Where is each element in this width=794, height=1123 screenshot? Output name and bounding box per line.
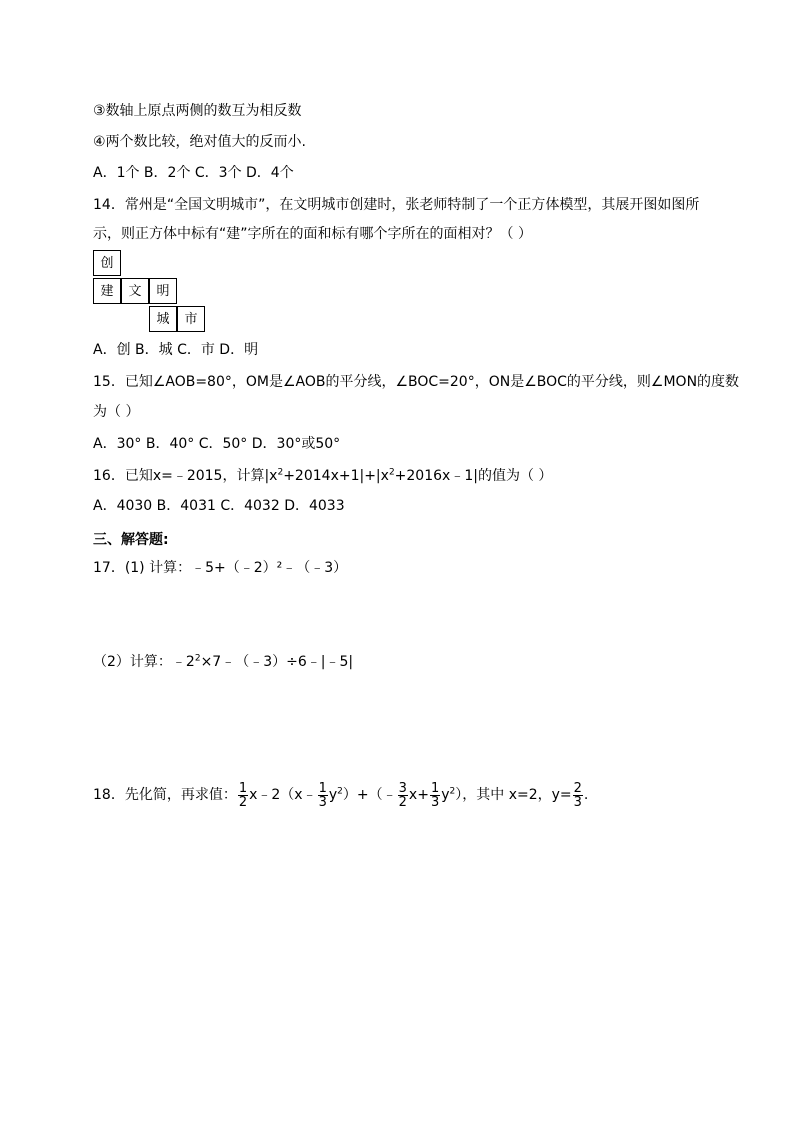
q18-t2: y <box>328 787 338 803</box>
fraction-1-2 <box>238 782 248 809</box>
statement-3: ③数轴上原点两侧的数互为相反数 <box>93 103 302 119</box>
q15-text-line2: 为（ ） <box>93 404 140 420</box>
q13-options: A．1个 B．2个 C．3个 D．4个 <box>93 165 294 181</box>
statement-4: ④两个数比较，绝对值大的反而小. <box>93 134 307 150</box>
frac-den: 3 <box>430 794 440 810</box>
q15-options: A．30° B．40° C．50° D．30°或50° <box>93 436 341 452</box>
net-cell-jian: 建 <box>93 278 121 304</box>
net-cell-ming: 明 <box>149 278 177 304</box>
fraction-1-3b <box>430 782 440 809</box>
frac-num: 2 <box>573 780 582 796</box>
q18-t5: y <box>441 787 450 803</box>
q18-t1: x﹣2（x﹣ <box>249 787 317 803</box>
frac-num: 1 <box>238 780 248 796</box>
q16-sq-b: 2 <box>388 467 395 478</box>
q18-text <box>93 780 588 810</box>
q16-pre: 16．已知x=﹣2015，计算|x <box>93 468 278 484</box>
q16-options: A．4030 B．4031 C．4032 D．4033 <box>93 498 345 514</box>
frac-den: 3 <box>318 794 327 810</box>
q17-2-post: ×7﹣（﹣3）÷6﹣|﹣5| <box>200 654 354 670</box>
frac-den: 3 <box>573 794 582 810</box>
q16-sq-a: 2 <box>277 467 284 478</box>
q18-end: . <box>583 787 589 803</box>
net-cell-shi: 市 <box>177 306 205 332</box>
q16-post: +2016x﹣1|的值为（ ） <box>394 468 553 484</box>
q17-part2 <box>93 652 353 672</box>
q14-text-line1: 14．常州是“全国文明城市”，在文明城市创建时，张老师特制了一个正方体模型，其展开图如图所 <box>93 197 700 213</box>
q18-t6: ），其中 x=2，y= <box>455 787 572 803</box>
q18-exp-a: 2 <box>337 786 343 797</box>
fraction-2-3 <box>573 782 583 809</box>
frac-num: 3 <box>398 780 407 796</box>
fraction-1-3 <box>318 782 328 809</box>
q17-part1: 17．(1) 计算：﹣5+（﹣2）²﹣（﹣3） <box>93 560 348 576</box>
cube-net-figure <box>93 250 213 334</box>
frac-num: 1 <box>430 780 440 796</box>
section-title: 三、解答题: <box>93 532 169 548</box>
q18-t4: x+ <box>408 787 429 803</box>
net-cell-chuang: 创 <box>93 250 121 276</box>
q14-text-line2: 示，则正方体中标有“建”字所在的面和标有哪个字所在的面相对？（ ） <box>93 226 532 242</box>
net-cell-wen: 文 <box>121 278 149 304</box>
q16-text <box>93 466 552 486</box>
q18-exp-b: 2 <box>449 786 456 797</box>
q15-text-line1: 15．已知∠AOB=80°，OM是∠AOB的平分线，∠BOC=20°，ON是∠BOC的平分线，则∠MON的度数 <box>93 374 740 390</box>
frac-num: 1 <box>318 780 327 796</box>
frac-den: 2 <box>398 794 407 810</box>
q18-prefix: 18．先化简，再求值： <box>93 787 237 803</box>
q17-2-exp: 2 <box>194 653 201 664</box>
fraction-3-2 <box>398 782 408 809</box>
frac-den: 2 <box>238 794 248 810</box>
net-cell-cheng: 城 <box>149 306 177 332</box>
q17-2-pre: （2）计算：﹣2 <box>93 654 195 670</box>
q16-mid: +2014x+1|+|x <box>283 468 389 484</box>
q14-options: A．创 B．城 C．市 D．明 <box>93 342 259 358</box>
q18-t3: ）+（﹣ <box>342 787 397 803</box>
